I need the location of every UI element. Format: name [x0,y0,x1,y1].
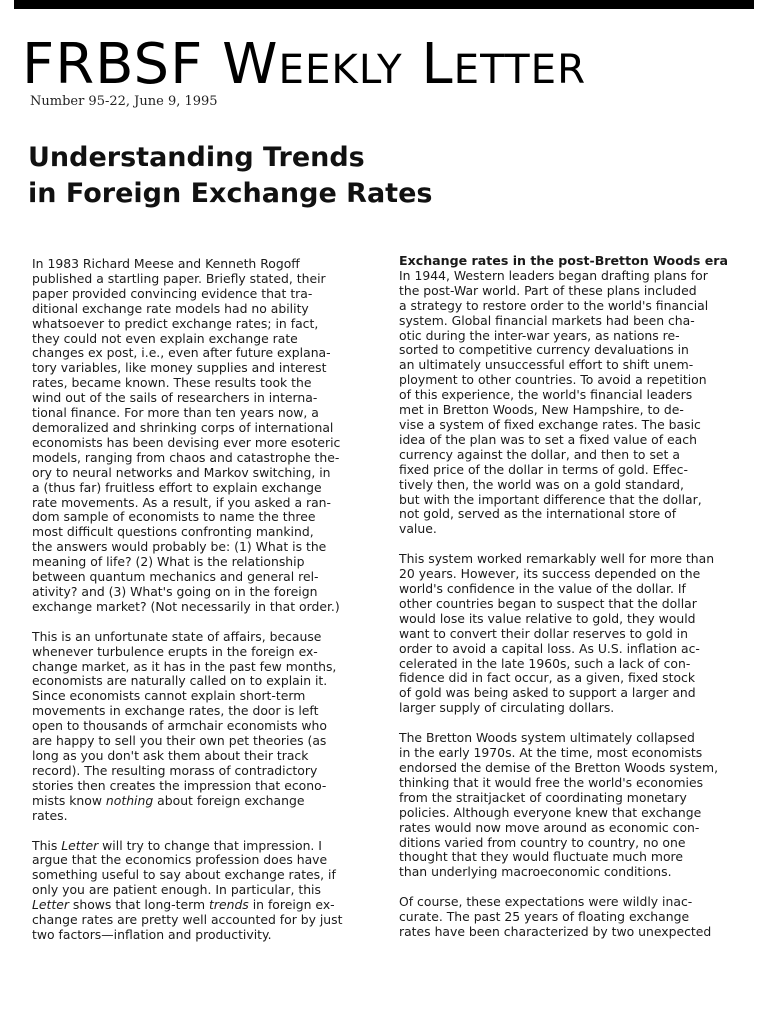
paragraph-intro: In 1983 Richard Meese and Kenneth Rogoff published a startling paper. Briefly stated, their paper provided convincing evidence that tra- ditional exchange rate models had no ability whatsoever to predict exchange rates; in fact, they could not even explain exchange rate changes ex post, i.e., even after future explana- tory variables, like money supplies and interest rates, became known. These results took the wind out of the sails of researchers in interna- tional finance. For more than ten years now, a demoralized and shrinking corps of international economists has been devising ever more esoteric models, ranging from chaos and catastrophe the- ory to neural networks and Markov switching, in a (thus far) fruitless effort to explain exchange rate movements. As a result, if you asked a ran- dom sample of economists to name the three most difficult questions confronting mankind, the answers would probably be: (1) What is the meaning of life? (2) What is the relationship between quantum mechanics and general rel- ativity? and (3) What's going on in the foreign exchange market? (Not necessarily in that order.) [32,256,341,614]
top-rule [14,0,754,9]
left-column [32,257,378,958]
section-heading: Exchange rates in the post-Bretton Woods era [399,253,728,268]
article-headline: Understanding Trends in Foreign Exchange Rates [28,142,433,209]
paragraph-collapse: The Bretton Woods system ultimately collapsed in the early 1970s. At the time, most economists endorsed the demise of the Bretton Woods system, thinking that it would free the world's economies from the straitjacket of coordinating monetary policies. Although everyone knew that exchange rates would now move around as economic con- ditions varied from country to country, no one thought that they would fluctuate much more than underlying macroeconomic conditions. [399,730,719,880]
paragraph-system-worked: This system worked remarkably well for more than 20 years. However, its success depended on the world's confidence in the value of the dollar. If other countries began to suspect that the dollar would lose its value relative to gold, they would want to convert their dollar reserves to gold in order to avoid a capital loss. As U.S. inflation ac- celerated in the late 1960s, such a lack of con- fidence did in fact occur, as a given, fixed stock of gold was being asked to support a larger and larger supply of circulating dollars. [399,551,715,716]
paragraph-turbulence: This is an unfortunate state of affairs, because whenever turbulence erupts in the foreign ex- change market, as it has in the past few months, economists are naturally called on to explain it. Since economists cannot explain short-term movements in exchange rates, the door is left open to thousands of armchair economists who are happy to sell you their own pet theories (as long as you don't ask them about their track record). The resulting morass of contradictory stories then creates the impression that econo- mists know nothing about foreign exchange rates. [32,628,337,823]
paragraph-letter-purpose: This Letter will try to change that impression. I argue that the economics profession does have something useful to say about exchange rates, if only you are patient enough. In particular, this Letter shows that long-term trends in foreign ex- change rates are pretty well accounted for by just two factors—inflation and productivity. [32,837,343,942]
paragraph-bretton-woods-plan: In 1944, Western leaders began drafting plans for the post-War world. Part of these plans included a strategy to restore order to the world's financial system. Global financial markets had been cha- otic during the inter-war years, as nations re- sorted to competitive currency devaluations in an ultimately unsuccessful effort to shift unem- ployment to other countries. To avoid a repetition of this experience, the world's financial leaders met in Bretton Woods, New Hampshire, to de- vise a system of fixed exchange rates. The basic idea of the plan was to set a fixed value of each currency against the dollar, and then to set a fixed price of the dollar in terms of gold. Effec- tively then, the world was on a gold standard, but with the important difference that the dollar, not gold, served as the international store of value. [399,267,709,537]
masthead-title: FRBSF WEEKLY LETTER [22,32,587,97]
paragraph-expectations: Of course, these expectations were wildly inac- curate. The past 25 years of floating exchange rates have been characterized by two unexpected [399,894,712,940]
issue-number-date: Number 95-22, June 9, 1995 [30,94,218,109]
right-column [399,254,745,955]
